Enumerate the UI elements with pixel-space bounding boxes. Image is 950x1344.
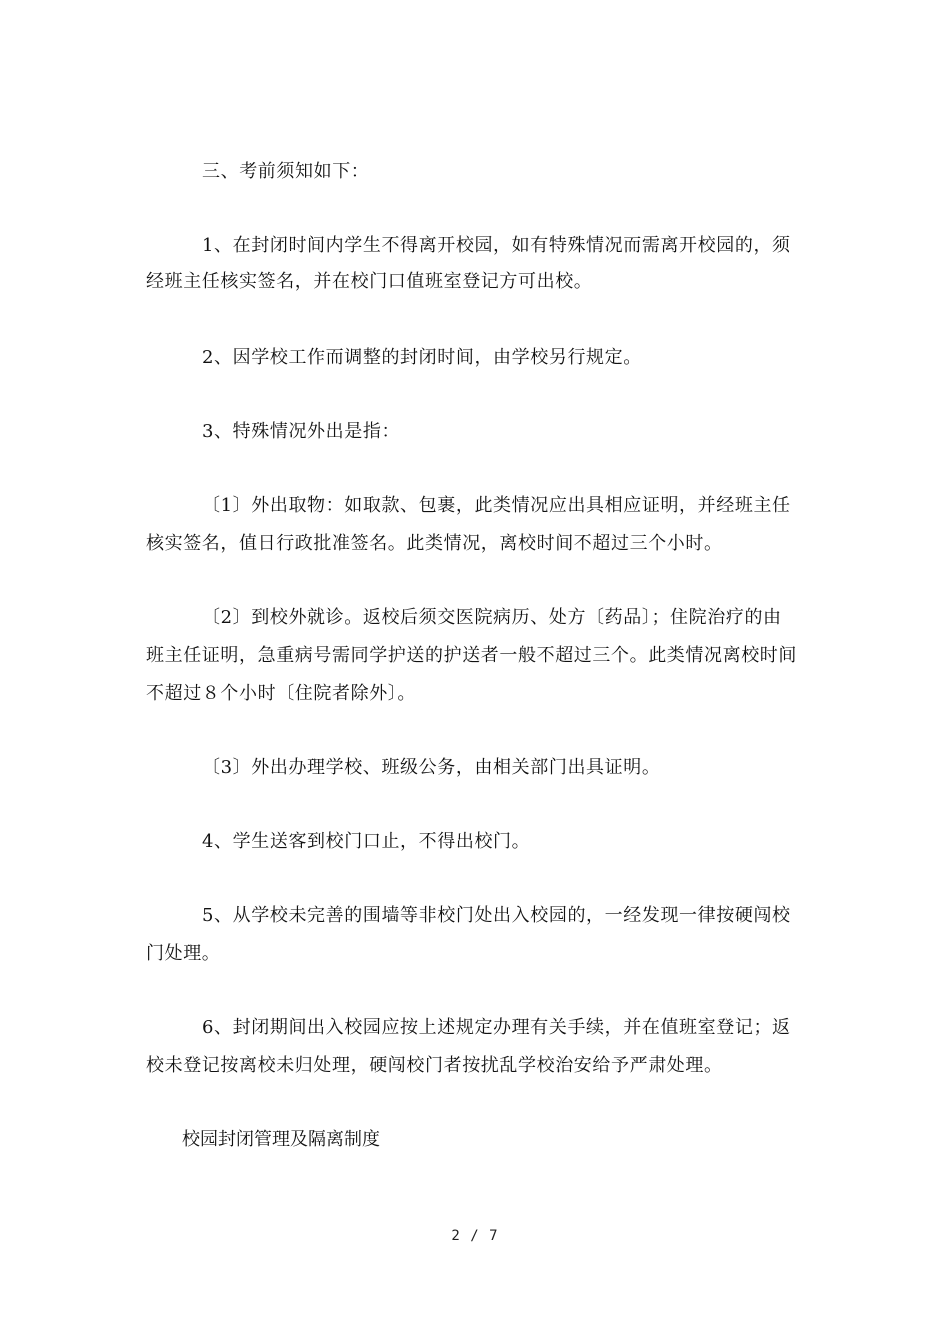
sub-item-2-line-2: 班主任证明，急重病号需同学护送的护送者一般不超过三个。此类情况离校时间 — [146, 645, 797, 666]
item-3-line-1: 3、特殊情况外出是指： — [202, 421, 401, 442]
item-1-line-2: 经班主任核实签名，并在校门口值班室登记方可出校。 — [146, 271, 593, 292]
item-1-line-1: 1、在封闭时间内学生不得离开校园，如有特殊情况而需离开校园的，须 — [202, 235, 791, 256]
sub-item-2-line-1: 〔2〕到校外就诊。返校后须交医院病历、处方〔药品〕；住院治疗的由 — [202, 607, 782, 628]
section-heading-3: 三、考前须知如下： — [202, 161, 370, 182]
sub-item-3-line-1: 〔3〕外出办理学校、班级公务，由相关部门出具证明。 — [202, 757, 661, 778]
sub-item-1-line-2: 核实签名，值日行政批准签名。此类情况，离校时间不超过三个小时。 — [146, 533, 723, 554]
item-2-line-1: 2、因学校工作而调整的封闭时间，由学校另行规定。 — [202, 347, 642, 368]
item-5-line-2: 门处理。 — [146, 943, 221, 964]
item-6-line-2: 校未登记按离校未归处理，硬闯校门者按扰乱学校治安给予严肃处理。 — [146, 1055, 723, 1076]
page-number: 2 / 7 — [451, 1228, 499, 1244]
item-4-line-1: 4、学生送客到校门口止，不得出校门。 — [202, 831, 531, 852]
item-6-line-1: 6、封闭期间出入校园应按上述规定办理有关手续，并在值班室登记；返 — [202, 1017, 791, 1038]
sub-item-1-line-1: 〔1〕外出取物：如取款、包裹，此类情况应出具相应证明，并经班主任 — [202, 495, 791, 516]
next-section-title: 校园封闭管理及隔离制度 — [182, 1129, 380, 1150]
sub-item-2-line-3: 不超过８个小时〔住院者除外〕。 — [146, 683, 416, 704]
item-5-line-1: 5、从学校未完善的围墙等非校门处出入校园的，一经发现一律按硬闯校 — [202, 905, 791, 926]
